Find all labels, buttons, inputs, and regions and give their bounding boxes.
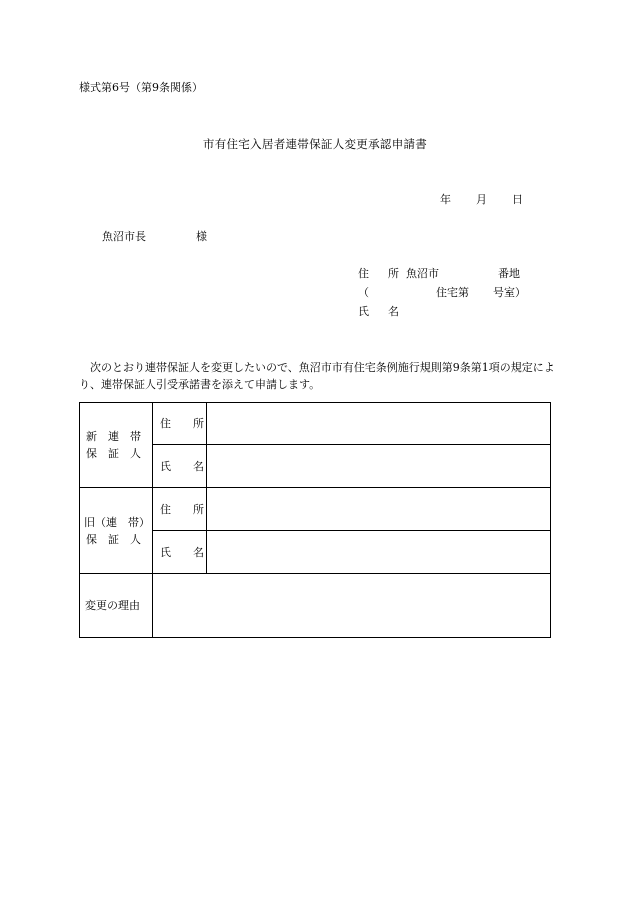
applicant-city: 魚沼市 [406, 267, 439, 280]
body-paragraph [79, 359, 559, 393]
old-guarantor-address-label: 住 所 [160, 503, 204, 516]
addressee-name: 魚沼市長 [102, 230, 146, 243]
change-reason-field[interactable] [153, 574, 550, 637]
new-guarantor-address-field[interactable] [207, 403, 550, 444]
guarantor-table [79, 402, 551, 638]
applicant-room-label: 号室） [493, 286, 526, 299]
date-year-label: 年 [440, 193, 451, 206]
old-guarantor-name-label: 氏 名 [160, 546, 204, 559]
body-text: 次のとおり連帯保証人を変更したいので、魚沼市市有住宅条例施行規則第9条第1項の規定により、連帯保証人引受承諾書を添えて申請します。 [79, 361, 555, 391]
new-guarantor-name-field[interactable] [207, 445, 550, 487]
change-reason-label: 変更の理由 [85, 599, 140, 612]
new-guarantor-label-line1: 新 連 帯 [86, 430, 141, 443]
applicant-banchi-label: 番地 [498, 267, 520, 280]
new-guarantor-address-label: 住 所 [160, 417, 204, 430]
old-guarantor-name-field[interactable] [207, 531, 550, 573]
old-guarantor-label-line1: 旧（連 帯） [84, 516, 150, 529]
addressee-honorific: 様 [196, 230, 207, 243]
applicant-housing-label: 住宅第 [436, 286, 469, 299]
old-guarantor-address-field[interactable] [207, 488, 550, 530]
applicant-name-label: 氏 名 [358, 305, 403, 318]
new-guarantor-label-line2: 保 証 人 [86, 447, 141, 460]
document-title: 市有住宅入居者連帯保証人変更承認申請書 [202, 137, 428, 151]
applicant-paren-open: （ [358, 286, 369, 299]
form-number: 様式第6号（第9条関係） [79, 81, 203, 94]
date-month-label: 月 [476, 193, 487, 206]
applicant-address-label: 住 所 [358, 267, 403, 280]
old-guarantor-label-line2: 保 証 人 [86, 533, 141, 546]
new-guarantor-name-label: 氏 名 [160, 460, 204, 473]
date-day-label: 日 [512, 193, 523, 206]
